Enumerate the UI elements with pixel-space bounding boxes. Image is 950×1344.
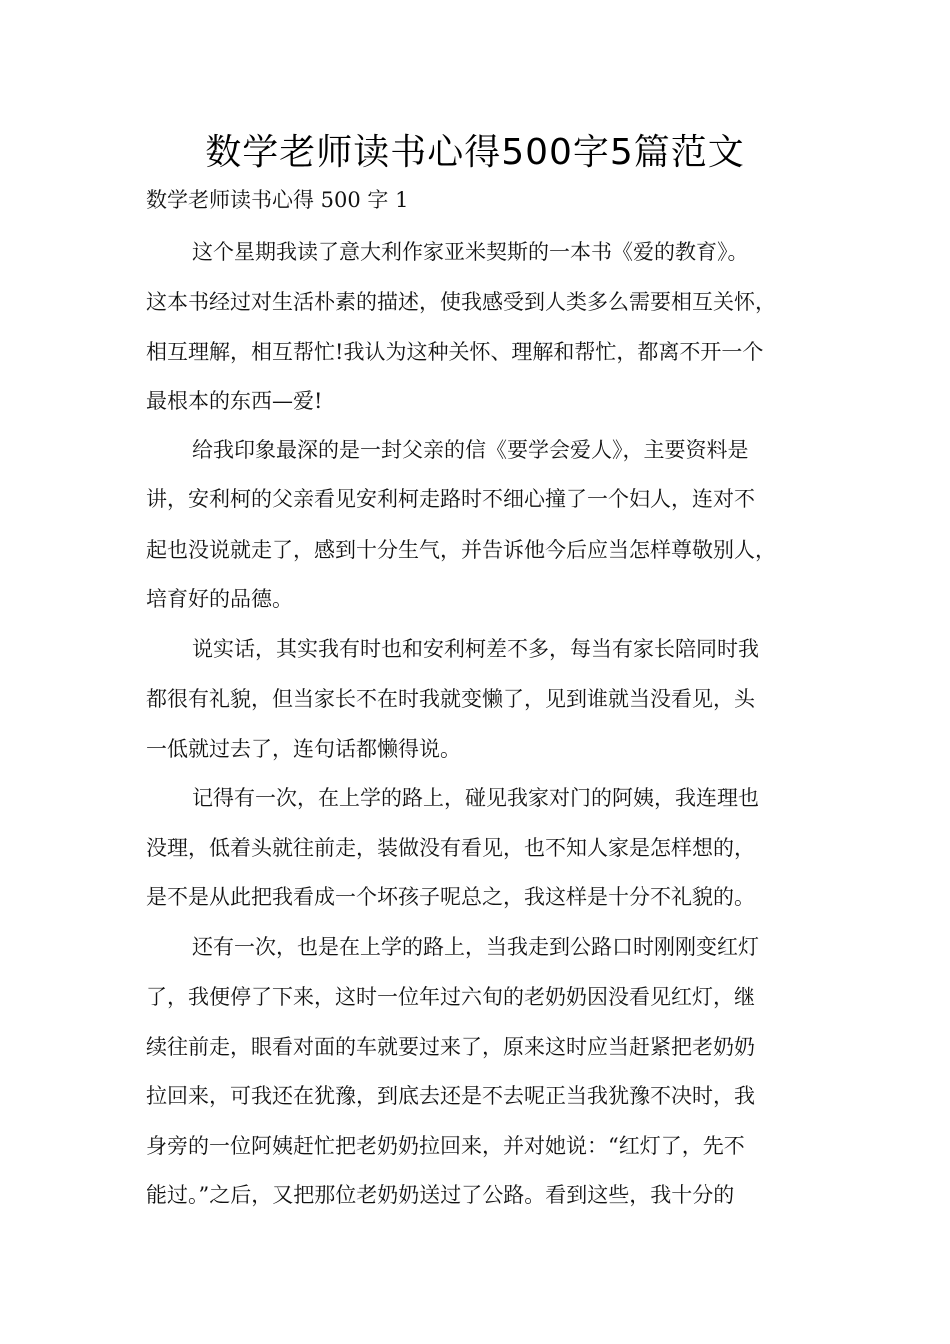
paragraph-line: 拉回来，可我还在犹豫，到底去还是不去呢正当我犹豫不决时，我 (146, 1084, 755, 1108)
paragraph-line: 讲，安利柯的父亲看见安利柯走路时不细心撞了一个妇人，连对不 (146, 487, 755, 511)
paragraph-line: 身旁的一位阿姨赶忙把老奶奶拉回来，并对她说：“红灯了，先不 (146, 1134, 745, 1158)
paragraph-line: 这个星期我读了意大利作家亚米契斯的一本书《爱的教育》。 (192, 240, 749, 264)
paragraph-line: 是不是从此把我看成一个坏孩子呢总之，我这样是十分不礼貌的。 (146, 885, 755, 909)
paragraph-line: 培育好的品德。 (146, 587, 293, 611)
paragraph-line: 续往前走，眼看对面的车就要过来了，原来这时应当赶紧把老奶奶 (146, 1035, 755, 1059)
paragraph-line: 一低就过去了，连句话都懒得说。 (146, 737, 461, 761)
paragraph-line: 给我印象最深的是一封父亲的信《要学会爱人》，主要资料是 (192, 438, 749, 462)
paragraph-line: 最根本的东西—爱! (146, 389, 323, 413)
paragraph-line: 还有一次，也是在上学的路上，当我走到公路口时刚刚变红灯 (192, 935, 759, 959)
paragraph-line: 这本书经过对生活朴素的描述，使我感受到人类多么需要相互关怀， (146, 290, 776, 314)
section-heading: 数学老师读书心得 500 字 1 (146, 188, 409, 212)
paragraph-line: 能过。”之后，又把那位老奶奶送过了公路。看到这些，我十分的 (146, 1183, 735, 1207)
paragraph-line: 了，我便停了下来，这时一位年过六旬的老奶奶因没看见红灯，继 (146, 985, 755, 1009)
paragraph-line: 记得有一次，在上学的路上，碰见我家对门的阿姨，我连理也 (192, 786, 759, 810)
paragraph-line: 起也没说就走了，感到十分生气，并告诉他今后应当怎样尊敬别人， (146, 538, 776, 562)
paragraph-line: 没理，低着头就往前走，装做没有看见，也不知人家是怎样想的， (146, 836, 755, 860)
document-title: 数学老师读书心得500字5篇范文 (205, 132, 745, 173)
paragraph-line: 都很有礼貌，但当家长不在时我就变懒了，见到谁就当没看见，头 (146, 687, 755, 711)
paragraph-line: 说实话，其实我有时也和安利柯差不多，每当有家长陪同时我 (192, 637, 759, 661)
paragraph-line: 相互理解，相互帮忙!我认为这种关怀、理解和帮忙，都离不开一个 (146, 340, 764, 364)
